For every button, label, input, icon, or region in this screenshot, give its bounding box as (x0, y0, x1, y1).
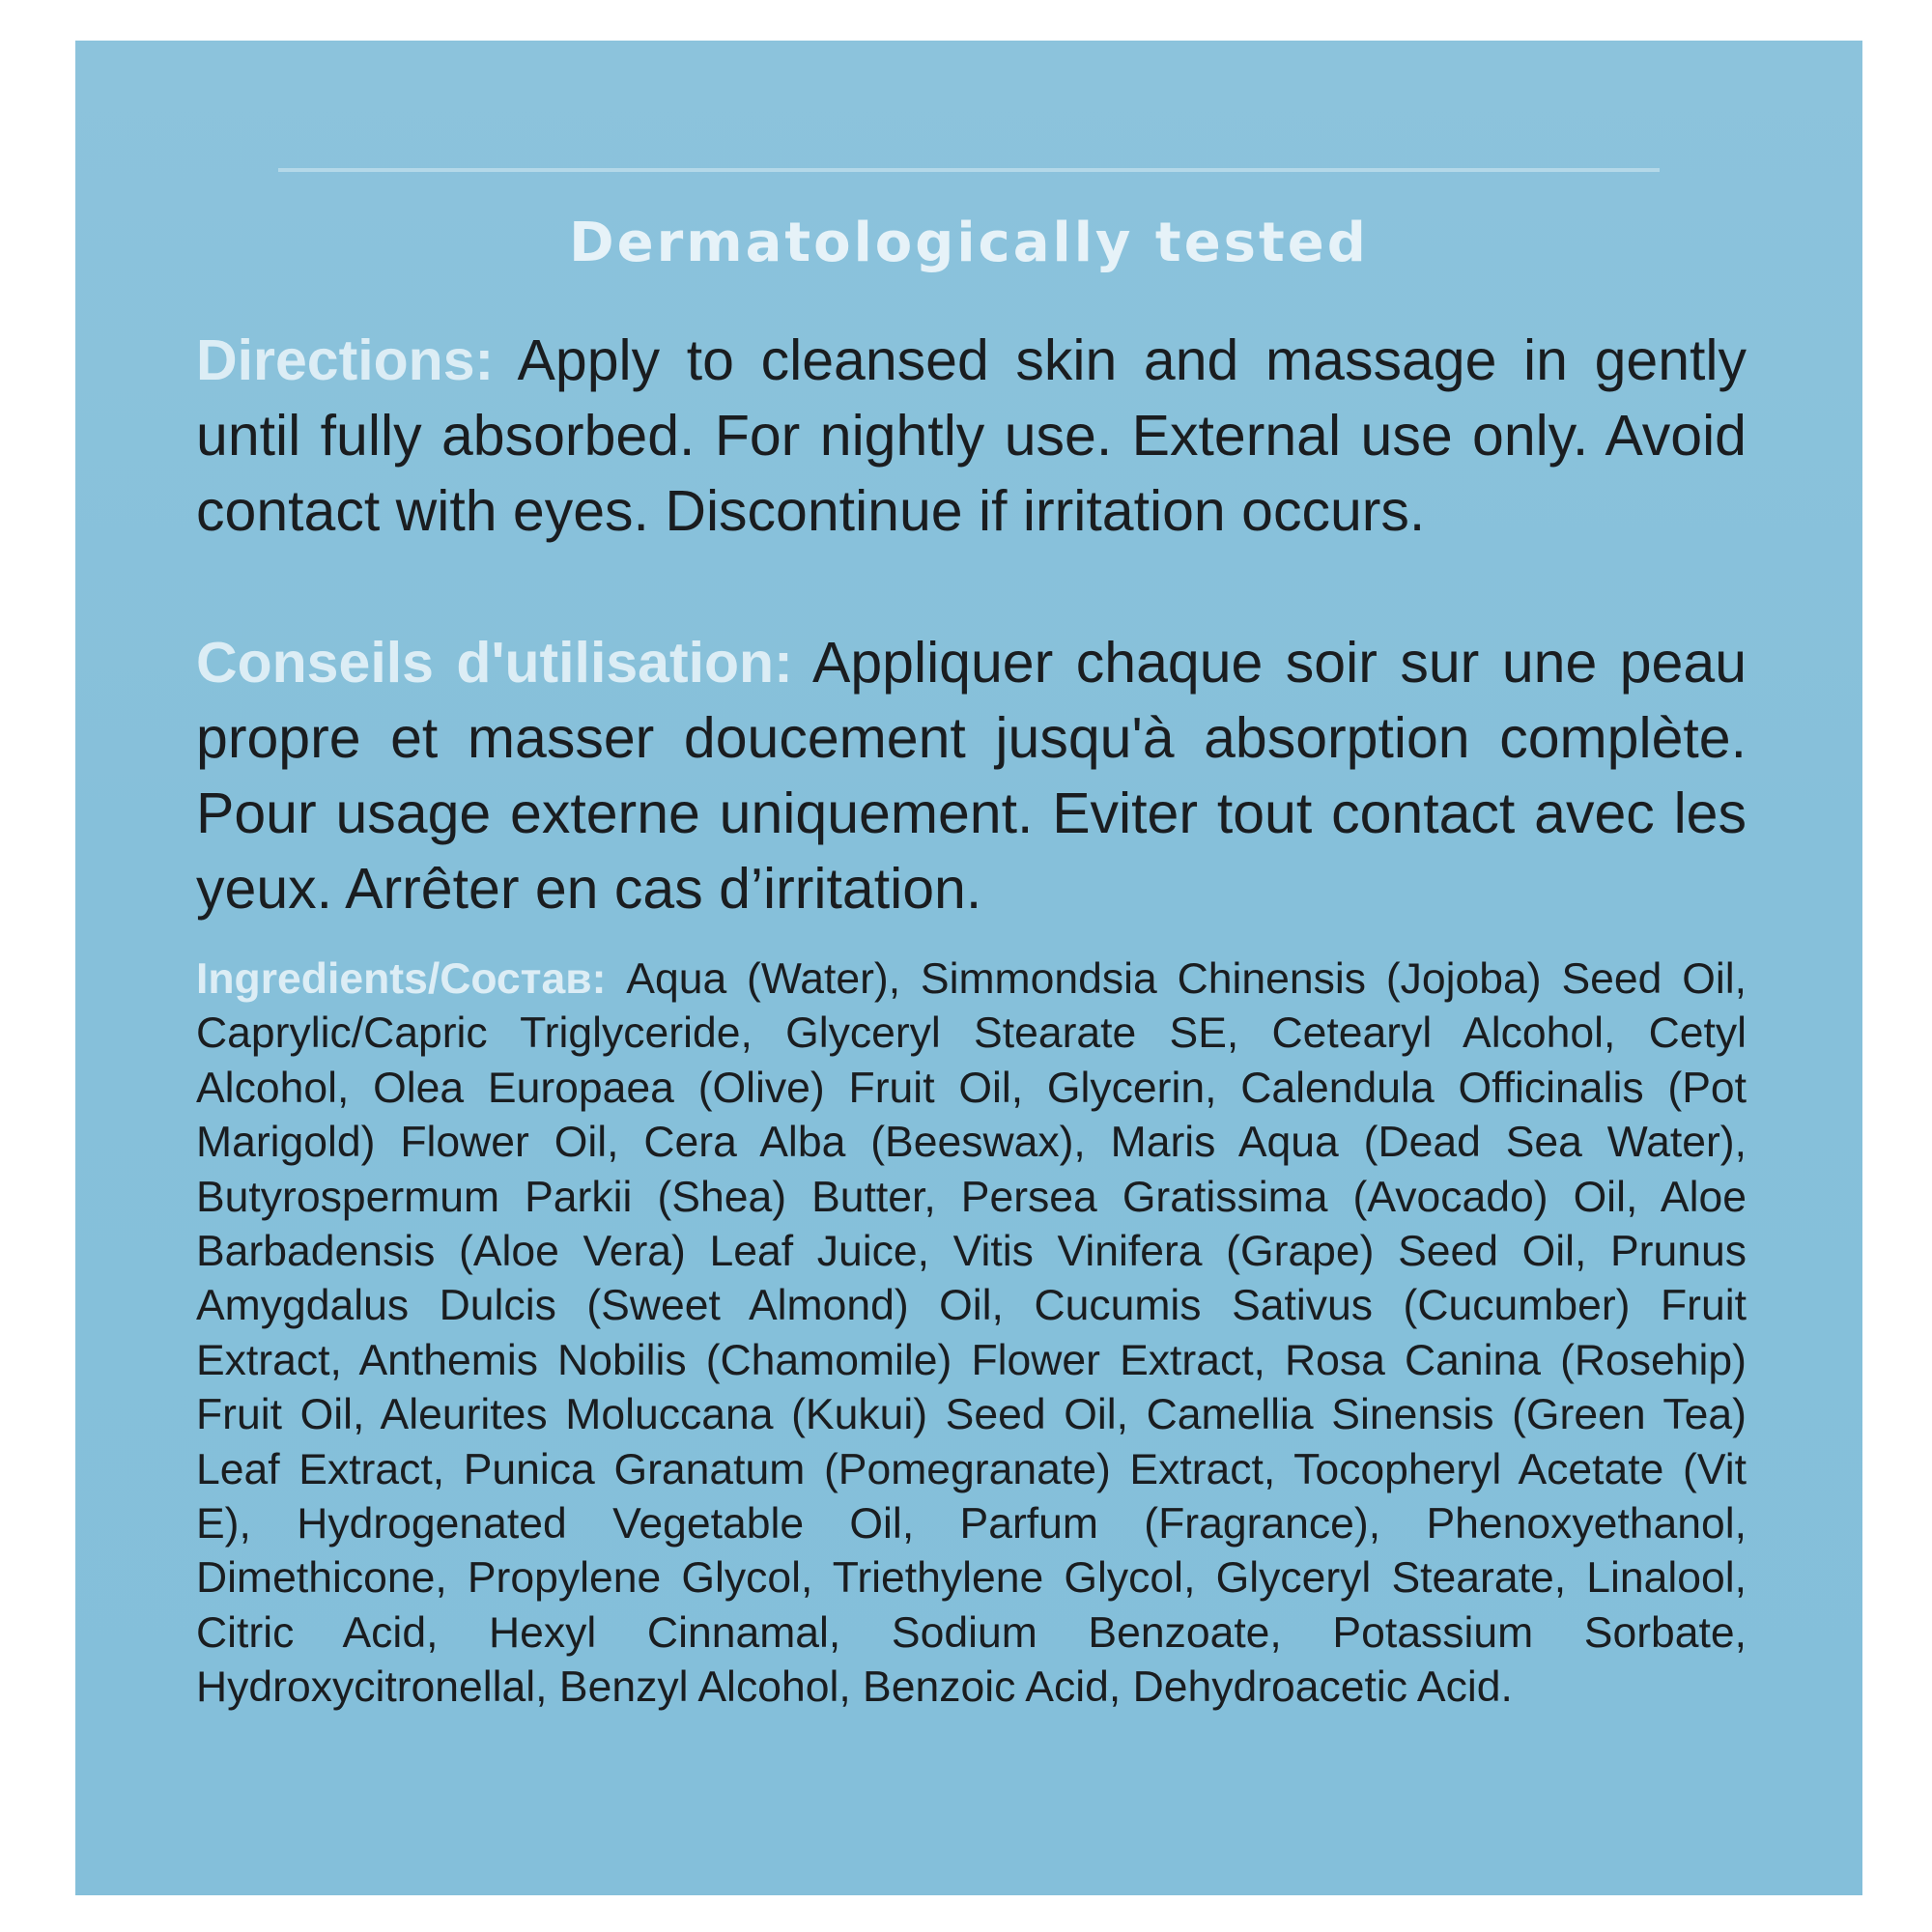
conseils-paragraph (196, 625, 1747, 926)
ingredients-text: Aqua (Water), Simmondsia Chinensis (Jojoba) Seed Oil, Caprylic/Capric Triglyceride, Glyceryl Stearate SE, Cetearyl Alcohol, Cetyl Alcohol, Olea Europaea (Olive) Fruit Oil, Glycerin, Calendula Officinalis (Pot Marigold) Flower Oil, Cera Alba (Beeswax), Maris Aqua (Dead Sea Water), Butyrospermum Parkii (Shea) Butter, Persea Gratissima (Avocado) Oil, Aloe Barbadensis (Aloe Vera) Leaf Juice, Vitis Vinifera (Grape) Seed Oil, Prunus Amygdalus Dulcis (Sweet Almond) Oil, Cucumis Sativus (Cucumber) Fruit Extract, Anthemis Nobilis (Chamomile) Flower Extract, Rosa Canina (Rosehip) Fruit Oil, Aleurites Moluccana (Kukui) Seed Oil, Camellia Sinensis (Green Tea) Leaf Extract, Punica Granatum (Pomegranate) Extract, Tocopheryl Acetate (Vit E), Hydrogenated Vegetable Oil, Parfum (Fragrance), Phenoxyethanol, Dimethicone, Propylene Glycol, Triethylene Glycol, Glyceryl Stearate, Linalool, Citric Acid, Hexyl Cinnamal, Sodium Benzoate, Potassium Sorbate, Hydroxycitronellal, Benzyl Alcohol, Benzoic Acid, Dehydroacetic Acid. (196, 955, 1747, 1712)
directions-paragraph (196, 323, 1747, 549)
dermatologically-tested-heading: Dermatologically tested (569, 212, 1369, 274)
conseils-label: Conseils d'utilisation: (196, 631, 793, 695)
divider-line (278, 168, 1660, 172)
conseils-text: Appliquer chaque soir sur une peau propre et masser doucement jusqu'à absorption complète. Pour usage externe uniquement. Eviter tout contact avec les yeux. Arrêter en cas d’irritation. (196, 631, 1747, 921)
ingredients-paragraph (196, 952, 1747, 1716)
package-panel (75, 41, 1862, 1895)
directions-text: Apply to cleansed skin and massage in gently until fully absorbed. For nightly use. External use only. Avoid contact with eyes. Discontinue if irritation occurs. (196, 328, 1747, 543)
ingredients-label: Ingredients/Состав: (196, 955, 607, 1003)
directions-label: Directions: (196, 328, 495, 392)
